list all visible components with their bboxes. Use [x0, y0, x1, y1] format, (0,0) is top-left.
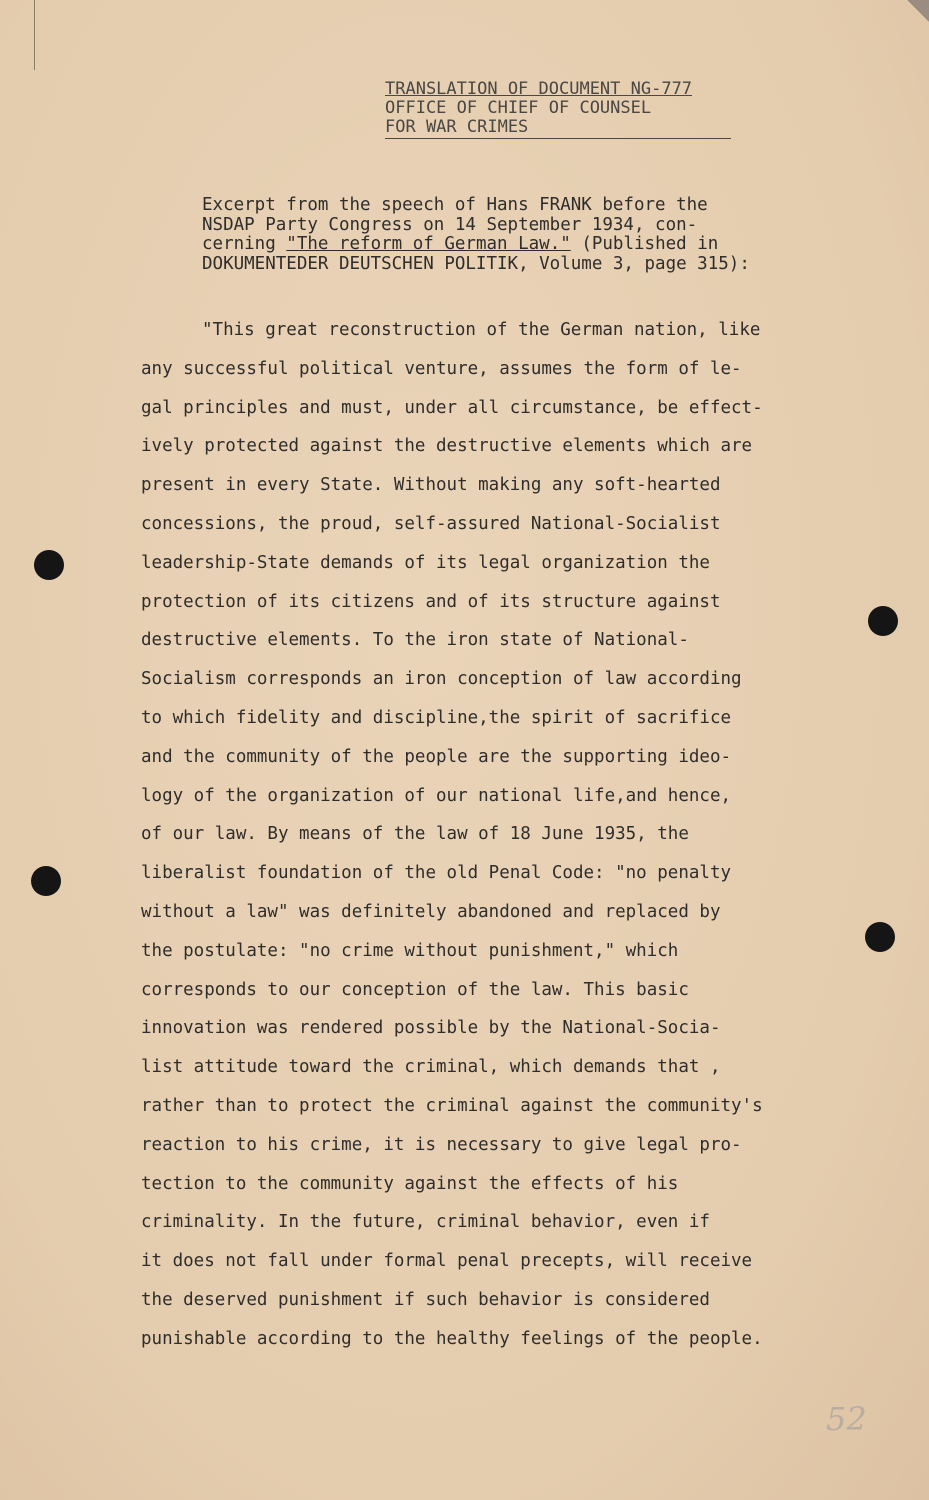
- body-line: without a law" was definitely abandoned and replaced by: [141, 901, 721, 922]
- body-line: liberalist foundation of the old Penal Code: "no penalty: [141, 863, 732, 884]
- document-header: [385, 80, 735, 137]
- body-line: and the community of the people are the supporting ideo-: [141, 746, 732, 767]
- body-line: list attitude toward the criminal, which demands that ,: [141, 1057, 721, 1078]
- punch-hole: [868, 606, 898, 636]
- body-line: tection to the community against the effects of his: [141, 1173, 679, 1194]
- intro-text: cerning: [202, 234, 287, 254]
- body-line: logy of the organization of our national life,and hence,: [141, 785, 732, 806]
- intro-line: NSDAP Party Congress on 14 September 1934, con-: [202, 214, 698, 235]
- margin-rule: [34, 0, 35, 70]
- punch-hole: [31, 866, 61, 896]
- body-line: the postulate: "no crime without punishment," which: [141, 940, 679, 961]
- body-line: punishable according to the healthy feelings of the people.: [141, 1328, 763, 1349]
- body-line: corresponds to our conception of the law. This basic: [141, 979, 689, 1000]
- body-line: it does not fall under formal penal precepts, will receive: [141, 1251, 753, 1272]
- body-line: leadership-State demands of its legal organization the: [141, 552, 710, 573]
- intro-line: Excerpt from the speech of Hans FRANK before the: [202, 195, 708, 215]
- intro-paragraph: [202, 196, 822, 274]
- body-line: criminality. In the future, criminal behavior, even if: [141, 1212, 710, 1233]
- body-line: present in every State. Without making any soft-hearted: [141, 475, 721, 496]
- body-line: Socialism corresponds an iron conception of law according: [141, 669, 742, 690]
- header-line-3: FOR WAR CRIMES: [385, 117, 529, 137]
- page-number: 52: [826, 1400, 867, 1438]
- body-line: of our law. By means of the law of 18 June 1935, the: [141, 824, 689, 845]
- intro-text: (Published in: [570, 234, 719, 254]
- intro-line: DOKUMENTEDER DEUTSCHEN POLITIK, Volume 3, page 315):: [202, 253, 750, 274]
- body-line: any successful political venture, assumes the form of le-: [141, 358, 742, 379]
- body-line: reaction to his crime, it is necessary to give legal pro-: [141, 1134, 742, 1155]
- speech-excerpt: [141, 311, 841, 1359]
- body-line: protection of its citizens and of its structure against: [141, 591, 721, 612]
- punch-hole: [34, 550, 64, 580]
- header-rule: [385, 138, 731, 139]
- corner-fold: [907, 0, 929, 26]
- body-line: ively protected against the destructive elements which are: [141, 436, 753, 457]
- body-line: rather than to protect the criminal against the community's: [141, 1095, 763, 1116]
- body-line: "This great reconstruction of the German nation, like: [202, 320, 761, 340]
- intro-line: [202, 235, 822, 255]
- header-line-1: TRANSLATION OF DOCUMENT NG-777: [385, 79, 693, 99]
- body-line: concessions, the proud, self-assured National-Socialist: [141, 513, 721, 534]
- body-line: to which fidelity and discipline,the spirit of sacrifice: [141, 707, 732, 728]
- header-line-2: OFFICE OF CHIEF OF COUNSEL: [385, 98, 652, 118]
- speech-title: "The reform of German Law.": [286, 234, 571, 254]
- body-line: innovation was rendered possible by the National-Socia-: [141, 1018, 721, 1039]
- punch-hole: [865, 922, 895, 952]
- body-line: the deserved punishment if such behavior is considered: [141, 1289, 710, 1310]
- body-line: destructive elements. To the iron state of National-: [141, 630, 689, 651]
- body-line: gal principles and must, under all circumstance, be effect-: [141, 397, 763, 418]
